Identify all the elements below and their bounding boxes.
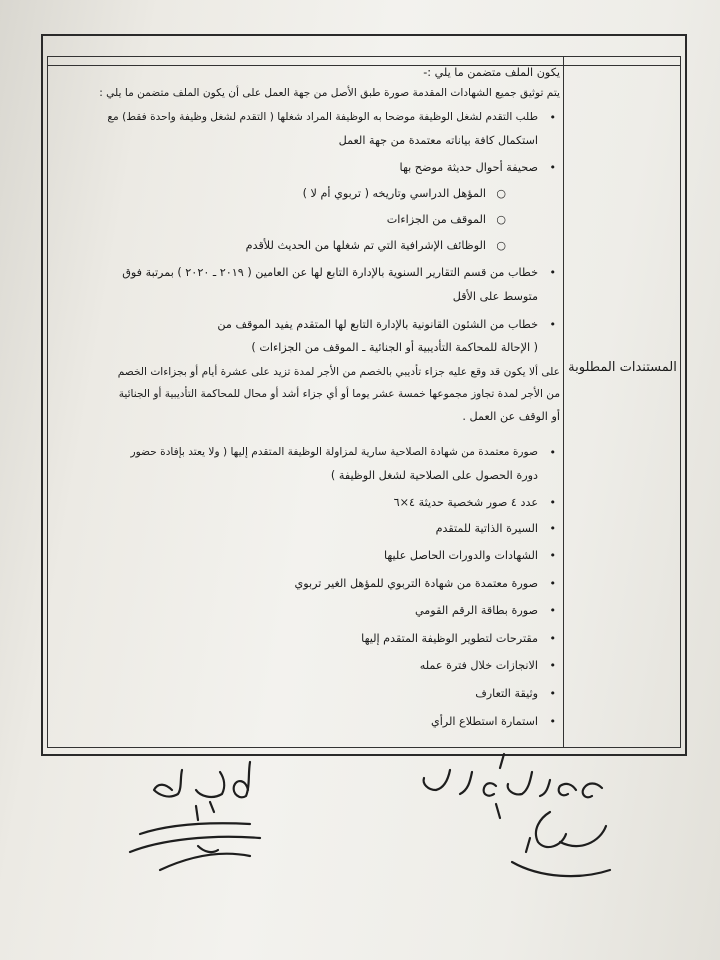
bullet: • — [549, 687, 556, 700]
requirement-item: صحيفة أحوال حديثة موضح بها — [399, 161, 538, 174]
condition-line: من الأجر لمدة تجاوز مجموعها خمسة عشر يوما أو أي جزاء أشد أو محال للمحاكمة التأديبية أو الجنائية — [118, 388, 560, 400]
requirement-item: السيرة الذاتية للمتقدم — [435, 522, 538, 535]
header-rule — [47, 65, 681, 66]
condition-line: على ألا يكون قد وقع عليه جزاء تأديبي بالخصم من الأجر لمدة تزيد على عشرة أيام أو بجزاءات الخصم — [117, 366, 560, 378]
bullet: • — [549, 111, 556, 124]
requirement-item: خطاب من الشئون القانونية بالإدارة التابع لها المتقدم يفيد الموقف من — [217, 318, 538, 331]
bullet: • — [549, 549, 556, 562]
sub-bullet: ○ — [496, 187, 506, 200]
requirement-item: استمارة استطلاع الرأي — [430, 715, 538, 728]
requirement-item-cont: متوسط على الأقل — [452, 290, 538, 303]
requirement-item-cont: دورة الحصول على الصلاحية لشغل الوظيفة ) — [330, 469, 538, 482]
signature-left — [100, 760, 290, 880]
bullet: • — [549, 266, 556, 279]
bullet: • — [549, 496, 556, 509]
requirement-item: صورة بطاقة الرقم القومي — [414, 604, 538, 617]
section-label: المستندات المطلوبة — [568, 360, 677, 375]
requirement-item: طلب التقدم لشغل الوظيفة موضحا به الوظيفة المراد شغلها ( التقدم لشغل وظيفة واحدة فقط) مع — [107, 111, 538, 123]
record-item: المؤهل الدراسي وتاريخه ( تربوي أم لا ) — [302, 187, 486, 200]
intro-line-1: يكون الملف متضمن ما يلي :- — [423, 66, 560, 79]
requirement-item: صورة معتمدة من شهادة الصلاحية سارية لمزاولة الوظيفة المتقدم إليها ( ولا يعتد بإفادة حضور — [130, 446, 538, 458]
bullet: • — [549, 604, 556, 617]
bullet: • — [549, 446, 556, 459]
bullet: • — [549, 632, 556, 645]
record-item: الوظائف الإشرافية التي تم شغلها من الحديث للأقدم — [245, 239, 486, 252]
requirement-item: الشهادات والدورات الحاصل عليها — [383, 549, 538, 562]
requirement-item: وثيقة التعارف — [475, 687, 538, 700]
bullet: • — [549, 577, 556, 590]
requirement-item: مقترحات لتطوير الوظيفة المتقدم إليها — [361, 632, 538, 645]
requirement-item: عدد ٤ صور شخصية حديثة ٤×٦ — [393, 496, 538, 509]
condition-line: أو الوقف عن العمل . — [462, 410, 560, 423]
sub-bullet: ○ — [496, 239, 506, 252]
requirement-item: الانجازات خلال فترة عمله — [419, 659, 538, 672]
requirement-item: خطاب من قسم التقارير السنوية بالإدارة التابع لها عن العامين ( ٢٠١٩ ـ ٢٠٢٠ ) بمرتبة فوق — [122, 266, 538, 279]
record-item: الموقف من الجزاءات — [386, 213, 486, 226]
requirement-item-cont: ( الإحالة للمحاكمة التأديبية أو الجنائية ـ الموقف من الجزاءات ) — [251, 341, 538, 354]
column-divider — [563, 56, 564, 748]
bullet: • — [549, 522, 556, 535]
intro-line-2: يتم توثيق جميع الشهادات المقدمة صورة طبق الأصل من جهة العمل على أن يكون الملف متضمن ما يلي : — [99, 87, 560, 99]
signature-right — [400, 742, 620, 892]
bullet: • — [549, 161, 556, 174]
requirement-item: صورة معتمدة من شهادة التربوي للمؤهل الغير تربوي — [294, 577, 538, 590]
bullet: • — [549, 659, 556, 672]
bullet: • — [549, 715, 556, 728]
bullet: • — [549, 318, 556, 331]
requirement-item-cont: استكمال كافة بياناته معتمدة من جهة العمل — [338, 134, 538, 147]
sub-bullet: ○ — [496, 213, 506, 226]
